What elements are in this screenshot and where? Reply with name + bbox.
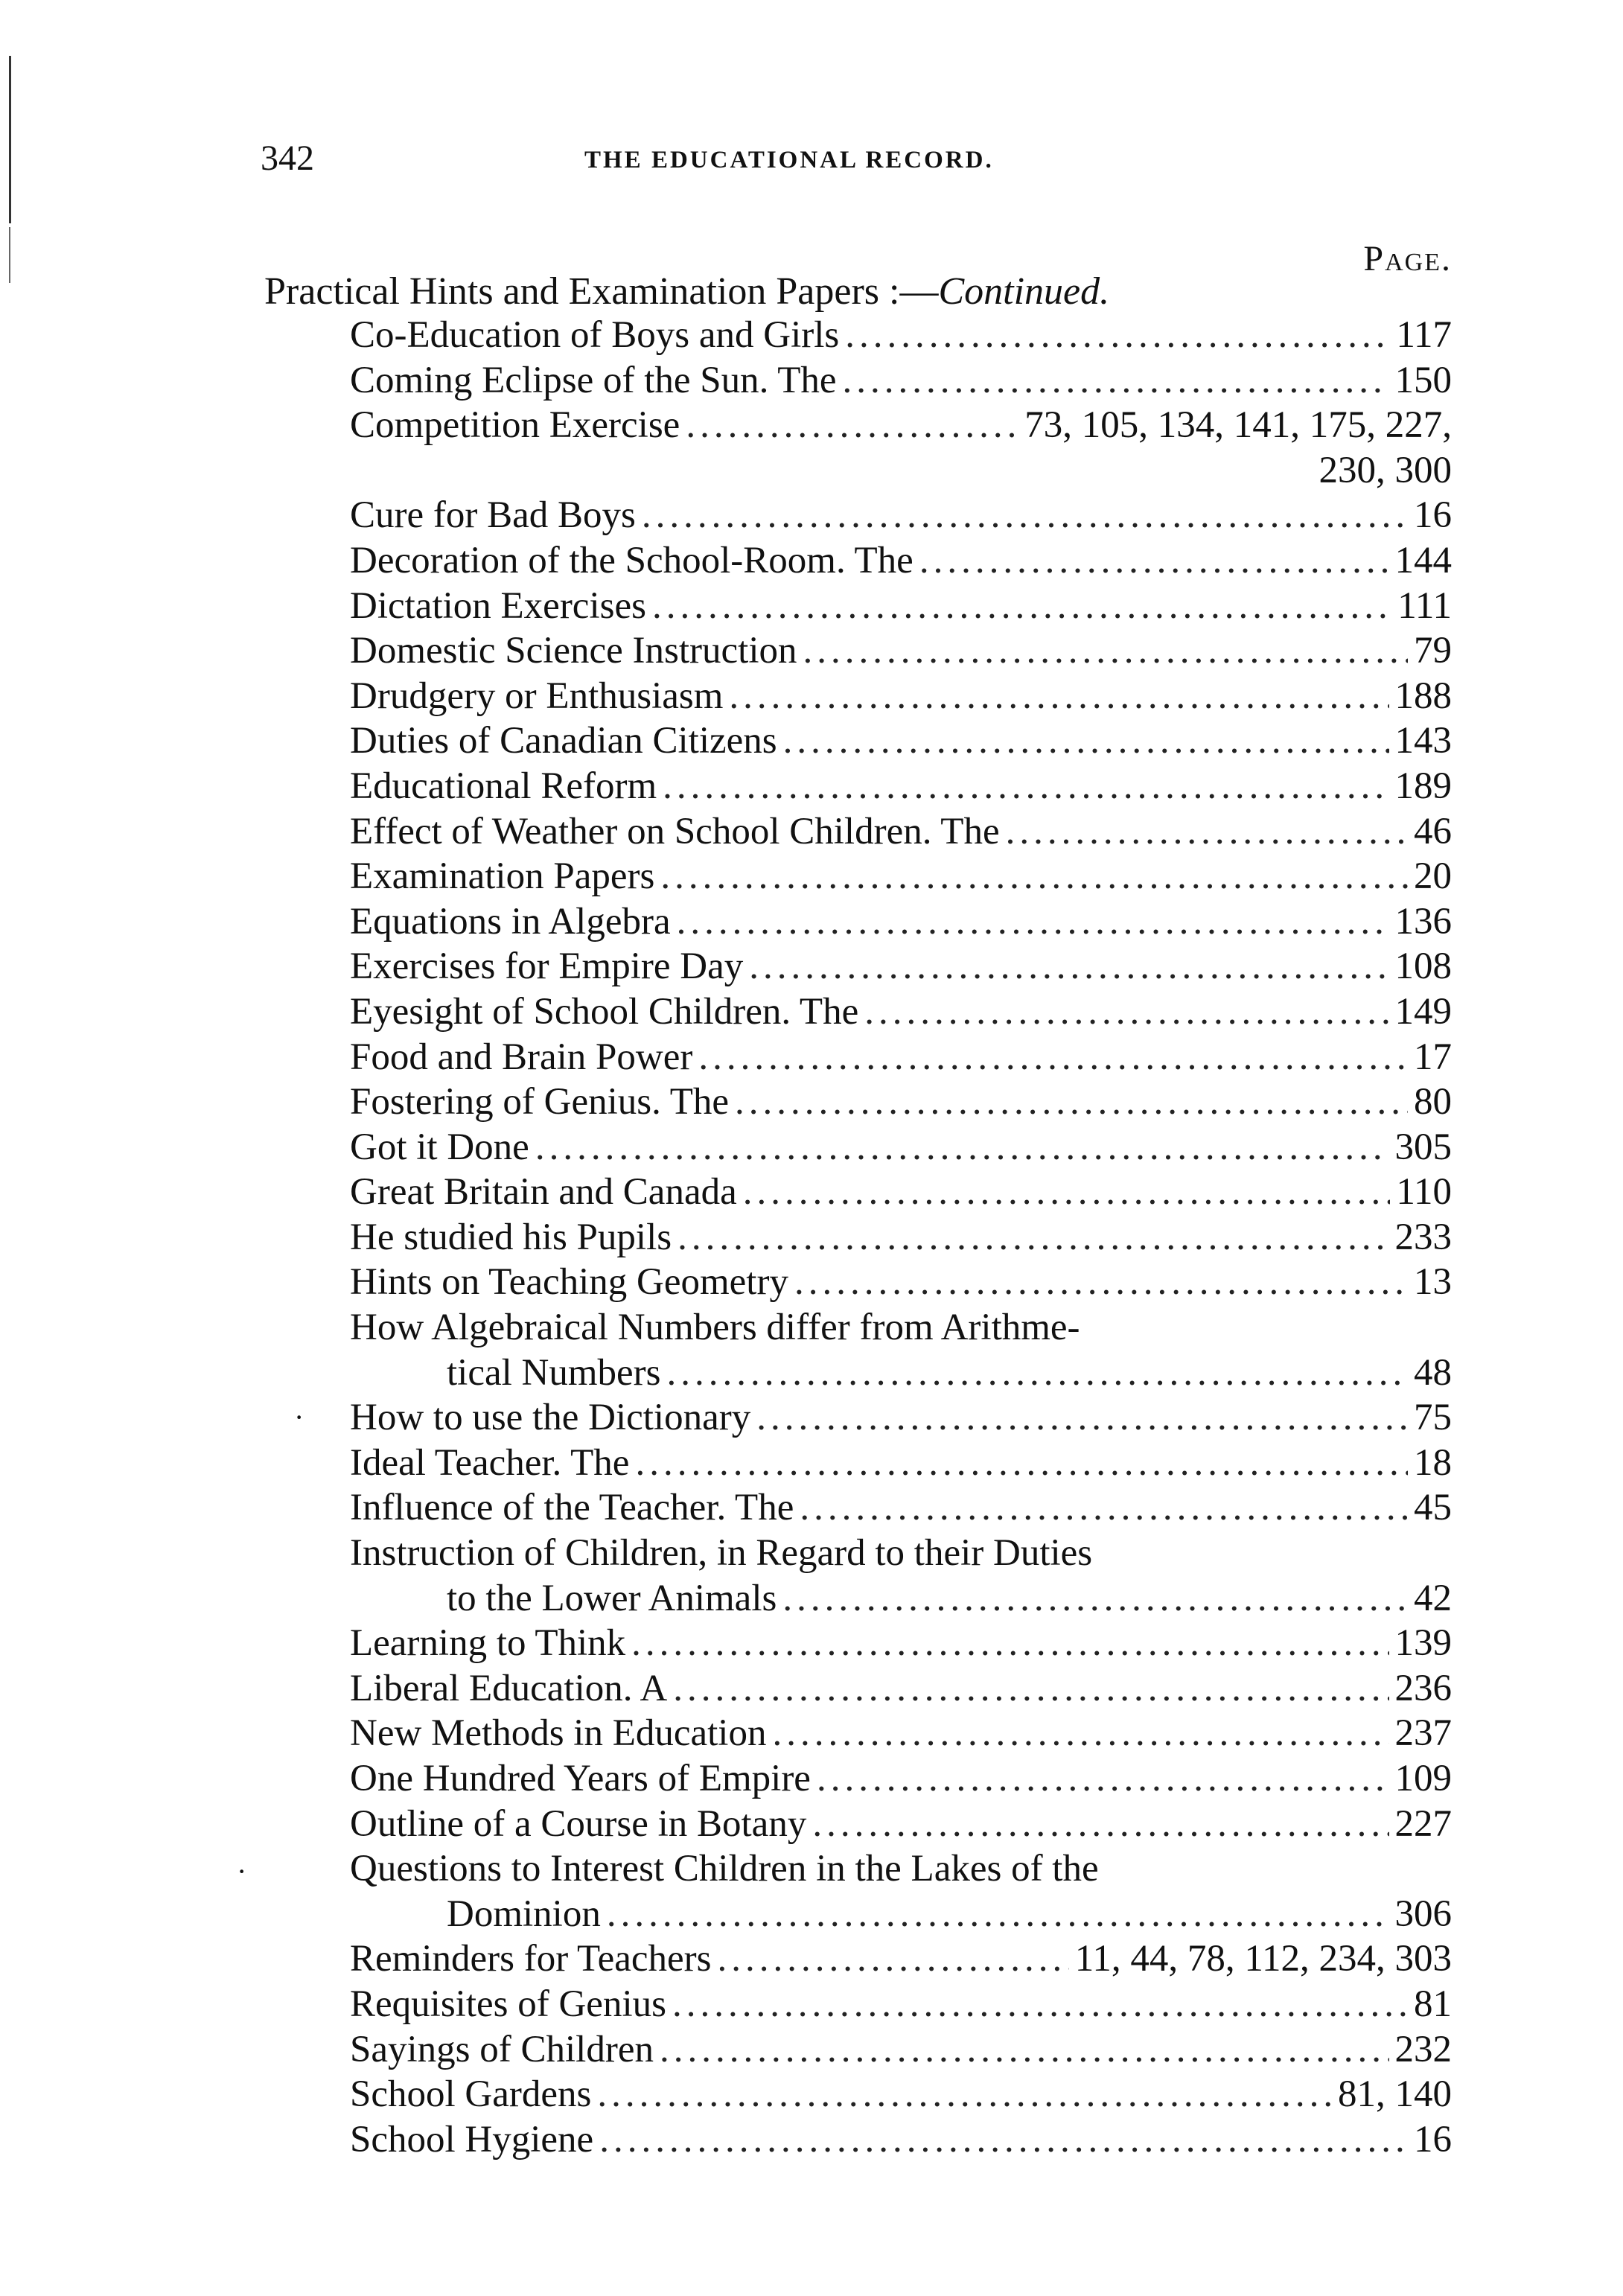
index-entry bbox=[350, 764, 1452, 809]
dot-leader bbox=[843, 358, 1389, 403]
entry-page: 306 bbox=[1394, 1892, 1452, 1935]
entry-title: Dominion bbox=[447, 1892, 601, 1935]
entry-title: Food and Brain Power bbox=[350, 1036, 693, 1078]
entry-title: Exercises for Empire Day bbox=[350, 945, 744, 988]
index-entry bbox=[350, 2072, 1452, 2117]
entry-page: 81 bbox=[1414, 1983, 1452, 2025]
section-heading bbox=[264, 270, 1109, 313]
entry-page: 139 bbox=[1394, 1622, 1452, 1665]
index-entries bbox=[350, 313, 1452, 2162]
entry-title: He studied his Pupils bbox=[350, 1216, 672, 1258]
margin-rule-lower bbox=[9, 227, 10, 283]
entry-title: Effect of Weather on School Children. The bbox=[350, 810, 1000, 852]
entry-page: 188 bbox=[1394, 675, 1452, 717]
entry-page: 16 bbox=[1414, 494, 1452, 537]
index-entry bbox=[350, 538, 1452, 584]
index-entry bbox=[350, 1576, 1452, 1621]
entry-page: 20 bbox=[1414, 855, 1452, 898]
dot-leader bbox=[607, 1892, 1389, 1936]
dot-leader bbox=[782, 1576, 1408, 1621]
entry-page: 13 bbox=[1414, 1261, 1452, 1304]
index-entry bbox=[350, 358, 1452, 404]
dot-leader bbox=[735, 1080, 1408, 1124]
entry-title: Competition Exercise bbox=[350, 404, 680, 447]
entry-page: 230, 300 bbox=[1319, 449, 1452, 491]
entry-title: Requisites of Genius bbox=[350, 1983, 666, 2025]
entry-title: How to use the Dictionary bbox=[350, 1397, 751, 1439]
page-header bbox=[261, 138, 1489, 197]
entry-page: 136 bbox=[1394, 900, 1452, 943]
stray-mark: · bbox=[237, 1855, 247, 1888]
entry-page: 144 bbox=[1394, 539, 1452, 581]
index-entry bbox=[350, 2027, 1452, 2073]
entry-page: 143 bbox=[1394, 720, 1452, 762]
entry-page: 45 bbox=[1414, 1487, 1452, 1529]
entry-page: 75 bbox=[1414, 1397, 1452, 1439]
entry-title: Liberal Education. A bbox=[350, 1667, 668, 1709]
dot-leader bbox=[673, 1666, 1388, 1711]
index-entry bbox=[350, 1936, 1452, 1982]
index-entry bbox=[350, 1531, 1452, 1576]
index-entry bbox=[350, 403, 1452, 448]
dot-leader bbox=[800, 1485, 1408, 1530]
dot-leader bbox=[631, 1621, 1388, 1665]
dot-leader bbox=[642, 493, 1408, 538]
entry-title: tical Numbers bbox=[447, 1351, 661, 1394]
index-entry bbox=[350, 899, 1452, 945]
index-entry bbox=[350, 1305, 1452, 1351]
index-entry bbox=[350, 1802, 1452, 1847]
index-entry bbox=[350, 584, 1452, 629]
dot-leader bbox=[919, 538, 1389, 583]
dot-leader bbox=[652, 584, 1391, 628]
entry-page: 305 bbox=[1394, 1126, 1452, 1168]
entry-title: Co-Education of Boys and Girls bbox=[350, 314, 840, 356]
dot-leader bbox=[772, 1711, 1388, 1756]
entry-title: Educational Reform bbox=[350, 765, 657, 807]
entry-page: 73, 105, 134, 141, 175, 227, bbox=[1024, 404, 1452, 447]
index-entry bbox=[350, 944, 1452, 989]
stray-mark: · bbox=[294, 1400, 304, 1434]
index-entry bbox=[350, 493, 1452, 538]
entry-page: 79 bbox=[1414, 630, 1452, 672]
section-title: Practical Hints and Examination Papers :— bbox=[264, 270, 939, 313]
index-entry bbox=[350, 1892, 1452, 1937]
entry-page: 109 bbox=[1394, 1758, 1452, 1799]
entry-title: Duties of Canadian Citizens bbox=[350, 720, 777, 762]
dot-leader bbox=[756, 1395, 1408, 1440]
dot-leader bbox=[717, 1936, 1068, 1981]
entry-page: 108 bbox=[1394, 945, 1452, 988]
dot-leader bbox=[660, 2027, 1389, 2072]
index-entry bbox=[350, 718, 1452, 764]
index-entry bbox=[350, 1215, 1452, 1260]
index-entry bbox=[350, 674, 1452, 719]
entry-title: to the Lower Animals bbox=[447, 1577, 777, 1619]
running-head: THE EDUCATIONAL RECORD. bbox=[584, 147, 994, 173]
entry-title: Dictation Exercises bbox=[350, 584, 646, 627]
dot-leader bbox=[803, 628, 1409, 673]
section-title-continued: Continued. bbox=[938, 270, 1110, 313]
index-entry bbox=[350, 1621, 1452, 1666]
index-entry bbox=[350, 313, 1452, 358]
entry-title: Great Britain and Canada bbox=[350, 1171, 737, 1214]
page-column-heading: Page. bbox=[1363, 239, 1452, 278]
entry-title: Domestic Science Instruction bbox=[350, 630, 797, 672]
entry-title: Learning to Think bbox=[350, 1622, 626, 1665]
entry-title: Instruction of Children, in Regard to their Duties bbox=[350, 1532, 1093, 1575]
index-entry bbox=[350, 809, 1452, 855]
entry-title: Fostering of Genius. The bbox=[350, 1081, 730, 1123]
entry-page: 236 bbox=[1394, 1667, 1452, 1709]
entry-page: 80 bbox=[1414, 1081, 1452, 1123]
entry-title: One Hundred Years of Empire bbox=[350, 1758, 811, 1799]
page-number: 342 bbox=[261, 138, 314, 178]
entry-page: 11, 44, 78, 112, 234, 303 bbox=[1074, 1938, 1452, 1980]
entry-title: Influence of the Teacher. The bbox=[350, 1487, 794, 1529]
dot-leader bbox=[817, 1756, 1389, 1801]
entry-page: 150 bbox=[1394, 359, 1452, 401]
entry-page: 17 bbox=[1414, 1036, 1452, 1078]
entry-title: Questions to Interest Children in the Lakes of the bbox=[350, 1848, 1099, 1890]
index-entry bbox=[350, 1846, 1452, 1892]
index-entry bbox=[350, 1666, 1452, 1712]
entry-page: 48 bbox=[1414, 1351, 1452, 1394]
index-entry bbox=[350, 448, 1452, 494]
dot-leader bbox=[667, 1351, 1409, 1395]
index-entry bbox=[350, 1711, 1452, 1756]
entry-title: Drudgery or Enthusiasm bbox=[350, 675, 724, 717]
entry-title: School Gardens bbox=[350, 2073, 592, 2116]
dot-leader bbox=[686, 403, 1018, 447]
entry-page: 237 bbox=[1394, 1712, 1452, 1755]
index-entry bbox=[350, 1485, 1452, 1531]
entry-page: 149 bbox=[1394, 990, 1452, 1033]
entry-title: Ideal Teacher. The bbox=[350, 1441, 630, 1484]
entry-page: 233 bbox=[1394, 1216, 1452, 1258]
entry-page: 18 bbox=[1414, 1441, 1452, 1484]
entry-page: 232 bbox=[1394, 2028, 1452, 2070]
entry-title: Examination Papers bbox=[350, 855, 655, 898]
entry-page: 16 bbox=[1414, 2118, 1452, 2161]
dot-leader bbox=[729, 674, 1388, 718]
index-entry bbox=[350, 1125, 1452, 1170]
entry-page: 227 bbox=[1394, 1802, 1452, 1845]
dot-leader bbox=[864, 989, 1388, 1034]
dot-leader bbox=[743, 1170, 1391, 1214]
entry-title: Outline of a Course in Botany bbox=[350, 1802, 807, 1845]
entry-title: Got it Done bbox=[350, 1126, 529, 1168]
index-entry bbox=[350, 854, 1452, 899]
index-entry bbox=[350, 1982, 1452, 2027]
entry-page: 111 bbox=[1397, 584, 1452, 627]
entry-page: 110 bbox=[1396, 1171, 1452, 1214]
dot-leader bbox=[783, 718, 1389, 763]
index-entry bbox=[350, 2117, 1452, 2163]
dot-leader bbox=[660, 854, 1408, 899]
entry-page: 189 bbox=[1394, 765, 1452, 807]
index-entry bbox=[350, 1170, 1452, 1215]
dot-leader bbox=[749, 944, 1388, 989]
dot-leader bbox=[698, 1035, 1408, 1080]
dot-leader bbox=[599, 2117, 1408, 2162]
index-entry bbox=[350, 989, 1452, 1035]
entry-title: Coming Eclipse of the Sun. The bbox=[350, 359, 837, 401]
dot-leader bbox=[597, 2072, 1332, 2117]
entry-title: Cure for Bad Boys bbox=[350, 494, 636, 537]
dot-leader bbox=[535, 1125, 1389, 1170]
entry-page: 42 bbox=[1414, 1577, 1452, 1619]
entry-title: Equations in Algebra bbox=[350, 900, 671, 943]
index-entry bbox=[350, 1441, 1452, 1486]
entry-title: Sayings of Children bbox=[350, 2028, 654, 2070]
dot-leader bbox=[677, 1215, 1388, 1260]
dot-leader bbox=[794, 1260, 1408, 1304]
margin-rule bbox=[9, 56, 11, 223]
entry-page: 46 bbox=[1414, 810, 1452, 852]
entry-title: Decoration of the School-Room. The bbox=[350, 539, 913, 581]
entry-page: 117 bbox=[1396, 314, 1452, 356]
dot-leader bbox=[663, 764, 1388, 809]
index-entry bbox=[350, 1395, 1452, 1441]
index-entry bbox=[350, 1035, 1452, 1080]
dot-leader bbox=[635, 1441, 1408, 1485]
index-entry bbox=[350, 1756, 1452, 1802]
entry-title: Eyesight of School Children. The bbox=[350, 990, 859, 1033]
entry-title: New Methods in Education bbox=[350, 1712, 767, 1755]
dot-leader bbox=[1006, 809, 1408, 854]
dot-leader bbox=[677, 899, 1389, 944]
entry-title: Hints on Teaching Geometry bbox=[350, 1261, 788, 1304]
entry-page: 81, 140 bbox=[1338, 2073, 1452, 2116]
entry-title: Reminders for Teachers bbox=[350, 1938, 712, 1980]
dot-leader bbox=[812, 1802, 1388, 1846]
index-entry bbox=[350, 1351, 1452, 1396]
dot-leader bbox=[845, 313, 1390, 357]
entry-title: How Algebraical Numbers differ from Arithme- bbox=[350, 1307, 1080, 1349]
entry-title: School Hygiene bbox=[350, 2118, 594, 2161]
index-entry bbox=[350, 1080, 1452, 1125]
index-entry bbox=[350, 1260, 1452, 1305]
index-entry bbox=[350, 628, 1452, 674]
dot-leader bbox=[672, 1982, 1408, 2026]
